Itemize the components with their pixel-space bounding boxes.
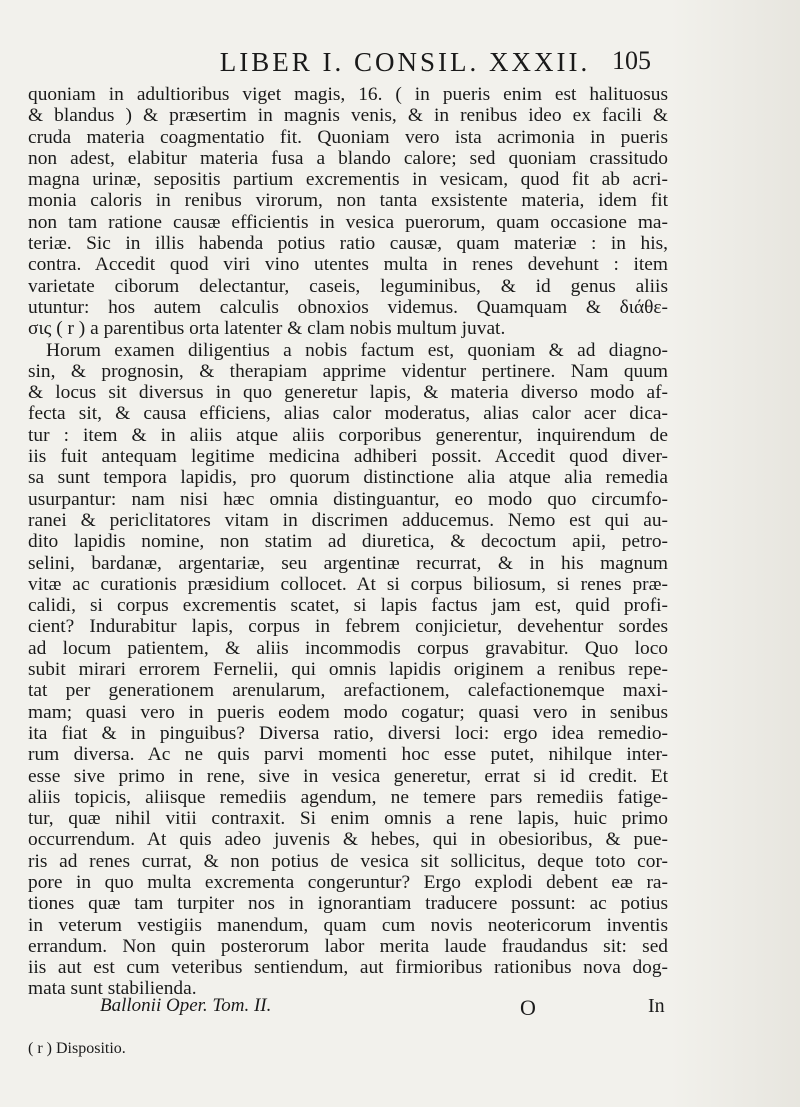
text-line: non tam ratione causæ efficientis in vesica puerorum, quam occasione ma- — [28, 211, 668, 233]
text-line: monia caloris in renibus virorum, non tanta exsistente materia, idem fit — [28, 190, 668, 212]
text-line: rum diversa. Ac ne quis parvi momenti hoc esse putet, nihilque inter- — [28, 744, 668, 766]
book-reference: Ballonii Oper. Tom. II. — [100, 995, 272, 1016]
text-line: fecta sit, & causa efficiens, alias calor moderatus, alias calor acer dica- — [28, 403, 668, 425]
text-line: errandum. Non quin posterorum labor merita laude fraudandus sit: sed — [28, 935, 668, 957]
text-line: magna urinæ, sepositis partium excrementis in vesicam, quod fit ab acri- — [28, 169, 668, 191]
text-line: subit mirari errorem Fernelii, qui omnis lapidis originem a renibus repe- — [28, 659, 668, 681]
catchword: In — [648, 995, 665, 1017]
text-line: non adest, elabitur materia fusa a blando calore; sed quoniam crassitudo — [28, 147, 668, 169]
text-line: ad locum patientem, & aliis incommodis corpus gravabitur. Quo loco — [28, 637, 668, 659]
text-line: selini, bardanæ, argentariæ, seu argentinæ recurrat, & in his magnum — [28, 552, 668, 574]
page-footer — [100, 995, 675, 1023]
text-line: occurrendum. At quis adeo juvenis & hebes, qui in obesioribus, & pue- — [28, 829, 668, 851]
signature-mark: O — [520, 995, 536, 1020]
text-line: & blandus ) & præsertim in magnis venis, & in renibus ideo ex facili & — [28, 105, 668, 127]
text-line: tur : item & in aliis atque aliis corporibus generentur, inquirendum de — [28, 424, 668, 446]
text-line: sin, & prognosin, & therapiam apprime videntur pertinere. Nam quum — [28, 360, 668, 382]
text-line: tiones quæ tam turpiter nos in ignorantiam traducere possunt: ac potius — [28, 893, 668, 915]
text-line: σις ( r ) a parentibus orta latenter & clam nobis multum juvat. — [28, 318, 506, 340]
text-line: sa sunt tempora lapidis, pro quorum distinctione alia atque alia remedia — [28, 467, 668, 489]
text-line: usurpantur: nam nisi hæc omnia distinguantur, eo modo quo circumfo- — [28, 488, 668, 510]
text-line: teriæ. Sic in illis habenda potius ratio causæ, quam materiæ : in his, — [28, 233, 668, 255]
text-line: quoniam in adultioribus viget magis, 16. ( in pueris enim est halituosus — [28, 84, 668, 105]
text-line: contra. Accedit quod viri vino utentes multa in renes devehunt : item — [28, 254, 668, 276]
text-line: tat per generationem arenularum, arefactionem, calefactionemque maxi- — [28, 680, 668, 702]
text-line: aliis topicis, aliisque remediis agendum, ne temere pars remediis fatige- — [28, 786, 668, 808]
main-text-block — [28, 84, 668, 1000]
text-line: ita fiat & in pinguibus? Diversa ratio, diversi loci: ergo idea remedio- — [28, 722, 668, 744]
text-line: ranei & periclitatores vitam in discrimen adducemus. Nemo est qui au- — [28, 509, 668, 531]
text-line: ris ad renes currat, & non potius de vesica sit sollicitus, deque toto cor- — [28, 850, 668, 872]
text-line: calidi, si corpus excrementis scatet, si lapis factus jam est, quid profi- — [28, 595, 668, 617]
text-line: vitæ ac curationis præsidium collocet. At si corpus biliosum, si renes præ- — [28, 573, 668, 595]
text-line: iis fuit antequam legitime medicina adhiberi possit. Accedit quod diver- — [28, 446, 668, 468]
page-number: 105 — [612, 46, 651, 75]
running-header — [140, 42, 660, 82]
text-line: esse sive primo in rene, sive in vesica generetur, errat si id credit. Et — [28, 765, 668, 787]
text-line: in veterum vestigiis manendum, quam cum novis neotericorum inventis — [28, 914, 668, 936]
footnote: ( r ) Dispositio. — [28, 1040, 126, 1057]
text-line: tur, quæ nihil vitii contraxit. Si enim omnis a rene lapis, huic primo — [28, 808, 668, 830]
text-line: iis aut est cum veteribus sentiendum, aut firmioribus rationibus nova dog- — [28, 957, 668, 979]
text-line: mata sunt stabilienda. — [28, 978, 197, 1000]
text-line: varietate ciborum delectantur, caseis, leguminibus, & id genus aliis — [28, 275, 668, 297]
running-title: LIBER I. CONSIL. XXXII. — [219, 46, 591, 77]
text-line: utuntur: hos autem calculis obnoxios videmus. Quamquam & διάθε- — [28, 296, 668, 318]
text-line: & locus sit diversus in quo generetur lapis, & materia diverso modo af- — [28, 382, 668, 404]
text-line: Horum examen diligentius a nobis factum est, quoniam & ad diagno- — [46, 339, 668, 361]
text-line: cruda materia coagmentatio fit. Quoniam vero ista acrimonia in pueris — [28, 126, 668, 148]
text-line: mam; quasi vero in pueris eodem modo cogatur; quasi vero in senibus — [28, 701, 668, 723]
text-line: pore in quo multa excrementa congeruntur? Ergo explodi debent eæ ra- — [28, 871, 668, 893]
text-line: cient? Indurabitur lapis, corpus in febrem conjicietur, devehentur sordes — [28, 616, 668, 638]
text-line: dito lapidis nomine, non statim ad diuretica, & decoctum apii, petro- — [28, 531, 668, 553]
bleed-through-shadow — [670, 0, 800, 1107]
